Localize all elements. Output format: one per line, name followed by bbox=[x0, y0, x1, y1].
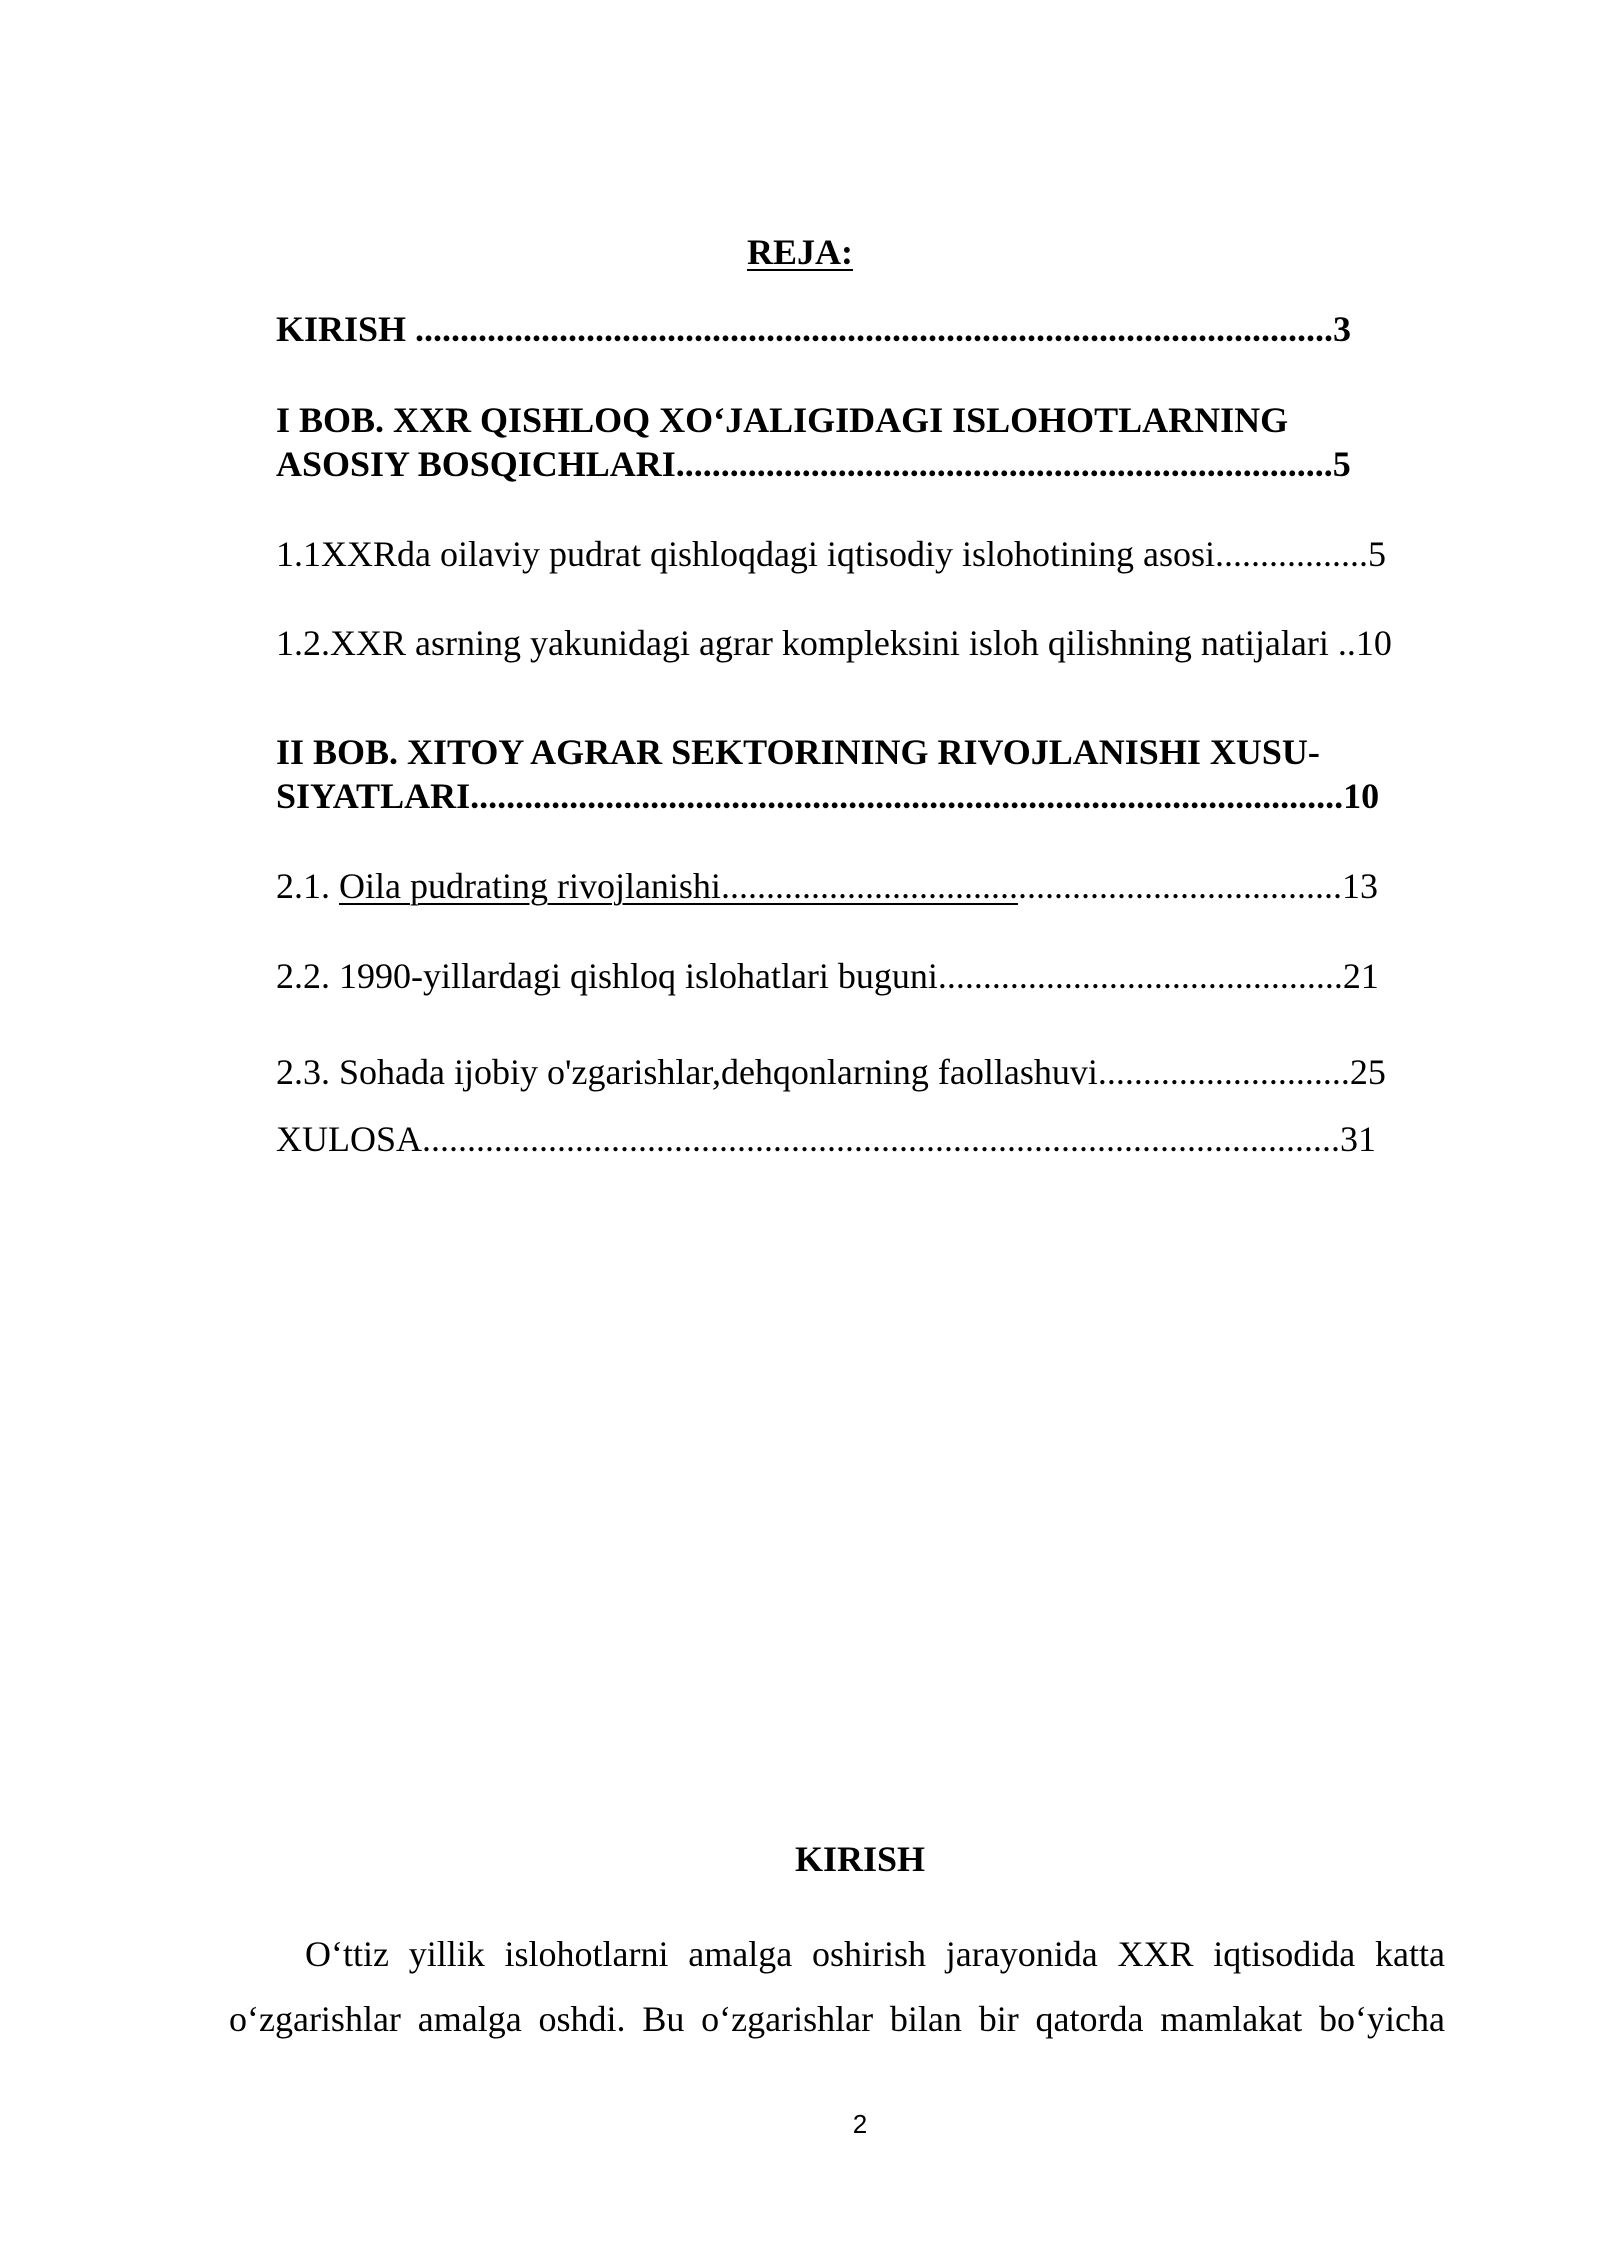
toc-title: REJA: bbox=[747, 232, 853, 272]
toc-entry-2-2: 2.2. 1990-yillardagi qishloq islohatlari buguni.............................................21 bbox=[276, 956, 1379, 996]
toc-entry-2-1-leader: ....................................13 bbox=[1017, 866, 1378, 906]
page-number: 2 bbox=[852, 2109, 868, 2139]
toc-entry-2-1-link[interactable]: Oila pudrating rivojlanishi................................. bbox=[339, 866, 1018, 906]
toc-entry-1-1: 1.1XXRda oilaviy pudrat qishloqdagi iqtisodiy islohotining asosi.................5 bbox=[276, 534, 1386, 574]
toc-entry-2-1 bbox=[276, 864, 1446, 908]
paragraph-line: O‘ttiz yillik islohotlarni amalga oshirish jarayonida XXR iqtisodida katta bbox=[305, 1934, 1445, 1974]
toc-entry-xulosa: XULOSA......................................................................................................31 bbox=[276, 1119, 1377, 1159]
toc-entry-2-1-number: 2.1. bbox=[276, 866, 339, 906]
section-heading-kirish: KIRISH bbox=[794, 1839, 926, 1879]
toc-chapter-2-line-2: SIYATLARI.................................................................................................10 bbox=[276, 776, 1380, 816]
toc-chapter-1-line-1: I BOB. XXR QISHLOQ XO‘JALIGIDAGI ISLOHOTLARNING bbox=[276, 400, 1289, 440]
toc-entry-1-2: 1.2.XXR asrning yakunidagi agrar kompleksini isloh qilishning natijalari ..10 bbox=[276, 623, 1392, 663]
toc-entry-2-3: 2.3. Sohada ijobiy o'zgarishlar,dehqonlarning faollashuvi............................25 bbox=[276, 1052, 1386, 1092]
toc-chapter-2-line-1: II BOB. XITOY AGRAR SEKTORINING RIVOJLANISHI XUSU- bbox=[276, 732, 1320, 772]
paragraph-line: o‘zgarishlar amalga oshdi. Bu o‘zgarishlar bilan bir qatorda mamlakat bo‘yicha bbox=[229, 1999, 1445, 2039]
toc-entry-kirish: KIRISH ......................................................................................................3 bbox=[276, 309, 1352, 349]
toc-chapter-1-line-2: ASOSIY BOSQICHLARI.........................................................................5 bbox=[276, 444, 1351, 484]
